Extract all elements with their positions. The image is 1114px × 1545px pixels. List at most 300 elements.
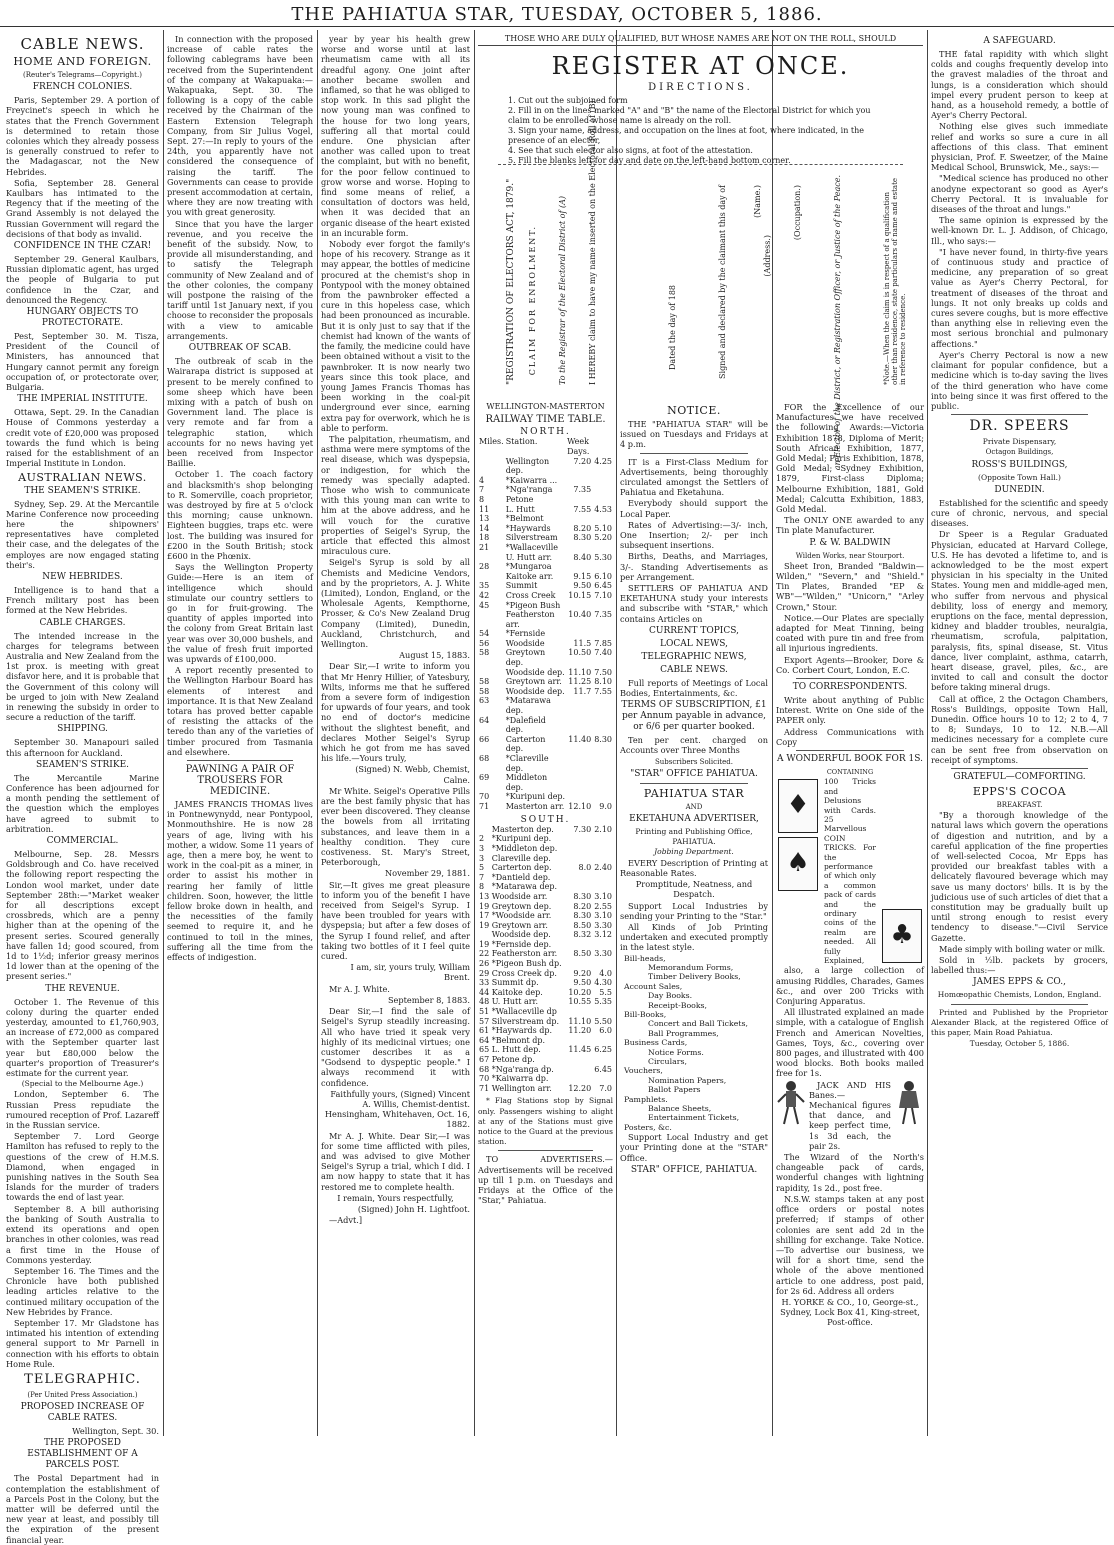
table-cell: 13 [479, 891, 490, 901]
table-cell: 8.30 [594, 734, 612, 744]
job-item: Receipt-Books, [648, 1000, 708, 1010]
subheading: THE PROPOSED ESTABLISHMENT OF A PARCELS POST. [27, 1438, 138, 1471]
table-cell: 9.50 [573, 581, 592, 591]
table-row [478, 457, 613, 476]
table-cell: 70 [479, 792, 490, 802]
table-cell: 48 [479, 997, 490, 1007]
ad-paragraph: "By a thorough knowledge of the natural laws which govern the operations of digestion and nutrition, and by a careful application of the fine properties of well-selected Cocoa, Mr Epps has provided our breakfast tables with a delicately flavoured beverage which may save us many doctors' bills. It is by the judicious use of such articles of diet that a constitution may be gradually built up until strong enough to resist every tendency to disease."—Civil Service Gazette. [931, 810, 1108, 943]
table-cell [566, 1007, 592, 1017]
table-cell: 3 [479, 843, 485, 853]
table-cell [592, 495, 613, 505]
table-cell: 44 [479, 987, 490, 997]
register-banner: THOSE WHO ARE DULY QUALIFIED, BUT WHOSE NAMES ARE NOT ON THE ROLL, SHOULD [478, 34, 923, 46]
job-items-list [620, 954, 768, 1133]
table-cell: *Pigeon Bush [505, 600, 561, 610]
table-row [478, 495, 613, 505]
table-cell: 51 [479, 1007, 490, 1017]
heading-cable-news: CABLE NEWS. [20, 35, 145, 53]
form-occupation: (Occupation.) [793, 185, 802, 241]
table-cell: 71 [479, 801, 490, 811]
table-cell [566, 562, 592, 572]
speers-line: ROSS'S BUILDINGS, [971, 459, 1068, 470]
table-row [478, 639, 613, 649]
job-item: Timber Delivery Books, [648, 972, 741, 982]
table-cell: *Kaiwarra dp. [491, 1074, 549, 1084]
table-cell [592, 1036, 613, 1046]
subheading: CONFIDENCE IN THE CZAR! [13, 241, 152, 252]
table-cell: L. Hutt [505, 504, 535, 514]
news-paragraph: Ottawa, Sept. 29. In the Canadian House of Commons yesterday a credit vote of £20,000 was proposed towards the fund which is being raised for the establishment of an Imperial Institute in London. [6, 407, 159, 469]
form-dated: Dated the day of 188 [668, 285, 677, 370]
table-cell: 8.10 [594, 677, 612, 687]
table-cell: *Dantield dep. [491, 872, 551, 882]
table-row [478, 1036, 613, 1046]
table-cell [478, 825, 491, 835]
table-row [478, 524, 613, 534]
table-cell: Middleton dep. [505, 773, 548, 792]
news-paragraph: The Mercantile Marine Conference has been adjourned for a month pending the settlement of the question which the employes have agreed to submit to arbitration. [6, 772, 159, 834]
signature: Faithfully yours, (Signed) Vincent A. Willis, Chemist-dentist. Hensingham, Whitehaven, Oct. 16, 1882. [324, 1088, 470, 1130]
epps-subtitle: BREAKFAST. [996, 801, 1043, 809]
news-paragraph: September 30. Manapouri sailed this afternoon for Auckland. [6, 737, 159, 758]
table-row [478, 591, 613, 601]
table-row [478, 1074, 613, 1084]
notice-paragraph: IT is a First-Class Medium for Advertisements, being thoroughly circulated amongst the Settlers of Pahiatua and Eketahuna. [620, 456, 768, 498]
table-cell [592, 1074, 613, 1084]
table-cell: 57 [479, 1016, 490, 1026]
news-paragraph: Nobody ever forgot the family's hope of his recovery. Strange as it may appear, the bottles of medicine procured at the chemist's shop in Pontypool with the money obtained from the pawnbroker effected a cure in this hopeless case, which had been pronounced as incurable. But it is only just to say that if the chemist had known of the wants of the family, the medicine could have been obtained without a visit to the pawnbroker. It is now nearly two years since this took place, and young James Francis Thomas has been working in the coal-pit underground ever since, earning extra pay for overwork, which he is able to perform. [321, 239, 470, 433]
table-row [478, 648, 613, 667]
table-cell: 5 [479, 863, 485, 873]
table-cell [566, 1065, 592, 1075]
table-cell: Petone [505, 494, 534, 504]
table-cell: 18 [479, 533, 490, 543]
table-cell: 4 [479, 475, 485, 485]
table-row [478, 773, 613, 792]
speers-title: DR. SPEERS [969, 418, 1070, 435]
column-two [167, 34, 313, 1436]
table-cell: 58 [479, 677, 490, 687]
table-cell: Featherston arr. [505, 610, 555, 629]
table-row [478, 1084, 613, 1094]
table-row [478, 802, 613, 812]
table-cell: 11.25 [568, 677, 592, 687]
table-cell [566, 834, 592, 844]
table-cell: 70 [479, 1074, 490, 1084]
notice-paragraph: Promptitude, Neatness, and Despatch. [635, 879, 753, 900]
divider [498, 1150, 593, 1151]
club-card-wrap [880, 777, 924, 965]
heading-telegraphic: TELEGRAPHIC. [24, 1371, 141, 1387]
table-header [478, 437, 613, 456]
register-directions [478, 96, 923, 166]
table-row [478, 668, 613, 678]
table-cell: L. Hutt dep. [491, 1045, 541, 1055]
ad-paragraph: "I have never found, in thirty-five years of continuous study and practice of medicine, any preparation of so great value as Ayer's Cherry Pectoral, for treatment of diseases of the throat and lungs. It not only breaks up colds and cures severe coughs, but is more effective than anything else in relieving even the most serious bronchial and pulmonary affections." [931, 246, 1108, 349]
dateline: September 8, 1883. [387, 994, 470, 1005]
table-cell: *Mungaroa [505, 562, 552, 572]
book-containing: CONTAINING [826, 768, 874, 777]
table-cell: 5.5 [599, 987, 612, 997]
table-cell: 3.12 [594, 930, 612, 940]
column-six [776, 402, 924, 1436]
table-row [478, 1017, 613, 1027]
news-paragraph: Since that you have the larger revenue, and you receive the benefit of the subsidy. Now, to provide all misunderstanding, and to satisfy the Telegraph community of New Zealand and of the other colonies, the company will postpone the raising of the tariff until 1st January next, if you choose to reconsider the proposals with a view to amicable arrangements. [167, 218, 313, 341]
table-cell: 7.40 [594, 648, 612, 658]
job-item: Vouchers, [624, 1066, 663, 1076]
news-paragraph: October 1. The Revenue of this colony during the quarter ended yesterday, amounted to £1,760,903, an increase of £72,000 as compared with the September quarter last year but £80,000 below the quarter's proportion of Treasurer's estimate for the current year. [6, 996, 159, 1079]
table-row [478, 505, 613, 515]
ad-paragraph: Export Agents—Brooker, Dore & Co. Corbert Court, London, E.C. [776, 654, 924, 675]
table-cell: *Fernside [505, 629, 546, 639]
news-paragraph: The Postal Department had in contemplation the establishment of a Parcels Post in the Colony, but the matter will be deferred until the new year at least, and possibly till the expiration of the present financial year. [6, 1473, 159, 1545]
table-cell: *Belmont [505, 514, 544, 524]
table-cell: 68 [479, 754, 490, 763]
table-cell: 5.35 [594, 997, 612, 1007]
table-row [478, 949, 613, 959]
notice-paragraph: Support Local Industry and get your Printing done at the "STAR" Office. [620, 1132, 768, 1163]
news-paragraph: September 16. The Times and the Chronicle have both published leading articles relative to the continued military occupation of the New Hebrides by France. [6, 1265, 159, 1317]
job-item: Notice Forms. [648, 1047, 704, 1057]
divider [640, 453, 748, 454]
pahiatua-star: PAHIATUA STAR [643, 786, 745, 800]
job-item: Account Sales, [624, 981, 683, 991]
col-header: Week Days. [567, 437, 590, 456]
col-header: Miles. [479, 437, 504, 447]
ad-paragraph: Write about anything of Public Interest. Write on One side of the PAPER only. [776, 695, 924, 726]
table-cell: 11.10 [568, 667, 592, 677]
table-cell: U. Hutt arr. [505, 552, 552, 562]
eketahuna-advertiser: EKETAHUNA ADVERTISER, [629, 814, 759, 825]
table-row [478, 940, 613, 950]
news-paragraph: Paris, September 29. A portion of Freycinet's speech in which he states that the French Government is determined to retain those colonies which they already possess is generally construed to refer to the Madagascar, not the New Hebrides. [6, 95, 159, 177]
ad-paragraph: Dr Speer is a Regular Graduated Physician, educated at Harvard College, U.S. He has devoted a lifetime to, and is acknowledged to be the most expert physician in his specialty in the United States. Young men and middle-aged men, who suffer from nervous and physical debility, loss of energy and memory, eruptions on the face, mental depression, kidney and bladder troubles, neuralgia, rheumatism, scrofula, palpitation, paralysis, fits, spinal disease, St. Vitus dance, liver complaint, asthma, catarrh, heart disease, gravel, piles, &c., are invited to call and consult the doctor before taking mineral drugs. [931, 529, 1108, 693]
table-cell [478, 553, 505, 563]
table-cell [566, 792, 592, 802]
news-paragraph: JAMES FRANCIS THOMAS lives in Pontnewynydd, near Pontypool, Monmouthshire. He is now 28 years of age, living with his mother, a widow. Some 11 years of age, then a mere boy, he went to work in the coal-pit as a miner, in order to assist his mother in rearing her family of little children. Soon, however, the little fellow broke down in health, and the necessities of the family seemed to require it, and he continued to toil in the mines, suffering all the time from the effects of indigestion. [167, 799, 313, 963]
ad-paragraph: Notice.—Our Plates are specially adapted for Meat Tinning, being coated with pure tin and free from all injurious ingredients. [776, 612, 924, 654]
table-cell [566, 543, 592, 553]
baldwin-title: P. & W. BALDWIN [809, 537, 891, 548]
ad-paragraph: Call at office, 2 the Octagon Chambers, Ross's Buildings, opposite Town Hall, Dunedin. Office hours 10 to 12; 2 to 4, 7 to 8; Sundays, 10 to 12. N.B.—All medicines necessary for a complete cure can be sent free from observation on receipt of symptoms. [931, 693, 1108, 765]
table-cell [592, 562, 613, 572]
signature: I remain, Yours respectfully, [337, 1192, 454, 1203]
table-row [478, 873, 613, 883]
table-cell: 7.55 [573, 504, 592, 514]
news-paragraph: Mr A. J. White. Dear Sir,—I was for some time afflicted with piles, and was advised to give Mother Seigel's Syrup a trial, which I did. I am now happy to state that it has restored me to complete health. [321, 1130, 470, 1192]
table-cell: 5.30 [594, 552, 612, 562]
table-cell: 2.40 [594, 863, 612, 873]
news-paragraph: Sydney, Sep. 29. At the Mercantile Marine Conference now proceeding here the shipowners' representatives have completed their case, and the delegates of the employes are now engaged stating their's. [6, 498, 159, 570]
table-cell: 4.53 [594, 504, 612, 514]
table-cell: 7 [479, 872, 485, 882]
table-cell [566, 601, 592, 611]
column-seven [931, 34, 1108, 1436]
masthead: THE PAHIATUA STAR, TUESDAY, OCTOBER 5, 1886. [0, 4, 1114, 27]
table-row [478, 988, 613, 998]
table-cell [592, 476, 613, 486]
speers-line: Private Dispensary, [982, 437, 1057, 447]
table-cell: Masterton dep. [491, 824, 554, 834]
table-cell: *Kuripuni dep. [491, 834, 552, 844]
direction-item: 3. Sign your name, address, and occupation on the lines at foot, where indicated, in the presence of an elector, [508, 126, 864, 145]
table-row [478, 834, 613, 844]
epps-address-2: Homœopathic Chemists, London, England. [937, 990, 1102, 1000]
table-cell: 21 [479, 542, 490, 552]
job-item: Nomination Papers, [648, 1075, 727, 1085]
ad-paragraph: "Medical science has produced no other anodyne expectorant so good as Ayer's Cherry Pectoral. It is invaluable for diseases of the throat and lungs." [931, 173, 1108, 215]
subheading: NEW HEBRIDES. [42, 571, 123, 582]
table-cell: 28 [479, 562, 490, 572]
table-cell: *Kaiwarra ... [505, 475, 558, 485]
table-row [478, 629, 613, 639]
table-cell [592, 601, 613, 611]
table-cell: 11.7 [573, 686, 592, 696]
table-cell: 11.20 [568, 1026, 592, 1036]
table-cell [592, 543, 613, 553]
table-row [478, 716, 613, 735]
advertisers-notice: TO ADVERTISERS.—Advertisements will be received up till 1 p.m. on Tuesdays and Fridays at the Office of the "Star," Pahiatua. [478, 1154, 613, 1206]
table-cell [592, 514, 613, 524]
notice-paragraph: Support Local Industries by sending your Printing to the "Star." [620, 900, 768, 921]
notice-office: "STAR" OFFICE PAHIATUA. [630, 768, 758, 779]
ad-paragraph: Ayer's Cherry Pectoral is now a new claimant for popular confidence, but a medicine which is to-day saving the lives of the third generation who have come into being since it was first offered to the public. [931, 349, 1108, 411]
notice-paragraph: Ten per cent. charged on Accounts over Three Months [620, 735, 768, 756]
jobbing-dept: Jobbing Department. [654, 847, 734, 857]
table-cell: 8.20 [573, 523, 592, 533]
table-row [478, 978, 613, 988]
divider [640, 783, 748, 784]
epps-title: EPPS'S COCOA [972, 785, 1067, 798]
news-paragraph: Says the Wellington Property Guide:—Here is an item of intelligence which should stimulate our country settlers to go in for fruit-growing. The quantity of apples imported into the colony from Great Britain last year was over 30,000 bushels, and the value of fresh fruit imported was upwards of £100,000. [167, 562, 313, 664]
table-cell: 6.45 [594, 581, 612, 591]
notice-paragraph: All Kinds of Job Printing undertaken and executed promptly in the latest style. [620, 921, 768, 953]
table-cell [566, 959, 592, 969]
table-row [478, 476, 613, 486]
table-cell: Petone dp. [491, 1055, 535, 1065]
table-cell [592, 882, 613, 892]
table-cell: *Matarawa dep. [491, 882, 557, 892]
table-cell: 8 [479, 882, 485, 892]
job-item: Concert and Ball Tickets, [648, 1019, 748, 1029]
col-header: Station. [505, 437, 538, 447]
table-row [478, 882, 613, 892]
table-row [478, 687, 613, 697]
jack-block [776, 1080, 924, 1152]
table-cell: 8.50 [573, 949, 592, 959]
table-cell: 22 [479, 949, 490, 959]
table-cell: 29 [479, 968, 490, 978]
divider [951, 414, 1088, 415]
table-cell: 19 [479, 901, 490, 911]
correspondents-title: TO CORRESPONDENTS. [792, 682, 908, 693]
table-cell [566, 754, 592, 773]
table-cell: 69 [479, 773, 490, 783]
notice-paragraph: EVERY Description of Printing at Reasonable Rates. [620, 857, 768, 878]
table-row [478, 610, 613, 629]
form-claim-text: I HEREBY claim to have my name inserted on the Electoral Roll of (B) [588, 100, 597, 385]
table-cell: 54 [479, 629, 490, 639]
news-paragraph: September 29. General Kaulbars, Russian diplomatic agent, has urged the people of Bulgaria to put confidence in the Czar, and denounced the Regency. [6, 254, 159, 305]
divider [796, 750, 904, 751]
table-cell: 13 [479, 514, 490, 524]
subheading: CABLE CHARGES. [39, 617, 126, 628]
table-cell: 64 [479, 1035, 490, 1045]
notice-topic: CABLE NEWS. [660, 664, 728, 675]
dancing-figure-icon [776, 1080, 806, 1126]
job-item: Pamphlets. [624, 1094, 668, 1104]
table-row [478, 485, 613, 495]
table-cell [478, 930, 491, 940]
heading-home-foreign: HOME AND FOREIGN. [13, 55, 152, 68]
table-row [478, 1055, 613, 1065]
news-paragraph: Mr White. Seigel's Operative Pills are the best family physic that has ever been discovered. They cleanse the bowels from all irritating substances, and leave them in a healthy condition. They cure costiveness. St. Mary's Street, Peterborough, [321, 785, 470, 868]
notice-paragraph: Subscribers Solicited. [655, 757, 733, 766]
table-cell: 2.10 [594, 824, 612, 834]
yorke-address: H. YORKE & CO., 10, George-st., Sydney, Lock Box 41, King-street, Post-office. [780, 1296, 920, 1328]
baldwin-subtitle: Wilden Works, near Stourport. [795, 551, 905, 560]
subheading: HUNGARY OBJECTS TO PROTECTORATE. [26, 307, 139, 329]
table-cell: *Woodside arr. [491, 911, 552, 921]
table-cell: 4.25 [594, 456, 612, 466]
table-cell: *Middleton dep. [491, 843, 558, 853]
table-cell: 11.5 [573, 638, 592, 648]
table-cell [566, 854, 592, 864]
table-cell [566, 495, 592, 505]
table-cell: 10.15 [568, 590, 592, 600]
table-cell: 7 [479, 485, 485, 495]
dateline: Wellington, Sept. 30. [72, 1426, 159, 1437]
news-paragraph: In connection with the proposed increase of cable rates the following cablegrams have been received from the Superintendent of the company at Wakapuaka:—Wakapuaka, Sept. 30. The following is a copy of the cable received by the Chairman of the Eastern Extension Telegraph Company, from Sir Julius Vogel, Sept. 27:—In reply to yours of the 24th, you apparently have not considered the consequence of raising the tariff. The Governments can cease to provide present accommodation at certain, where they are now treating with you with great generosity. [167, 34, 313, 218]
table-cell: 5.10 [594, 523, 612, 533]
table-cell [566, 773, 592, 792]
table-cell: 17 [479, 911, 490, 921]
direction-item: 5. Fill the blanks left for day and date on the left-hand bottom corner. [508, 156, 791, 165]
table-cell [592, 696, 613, 715]
table-cell: Masterton arr. [505, 801, 565, 811]
table-row [478, 892, 613, 902]
table-cell: 66 [479, 734, 490, 744]
table-row [478, 1026, 613, 1036]
news-paragraph: The outbreak of scab in the Wairarapa district is supposed at present to be merely confined to some sheep which have been mixing with a patch of bush on Government land. The place is very remote and far from a telegraphic station, which accounts for no news having yet been received from Inspector Baillie. [167, 356, 313, 469]
table-cell: 4.0 [599, 968, 612, 978]
table-cell: U. Hutt arr. [491, 997, 539, 1007]
table-cell [592, 773, 613, 792]
table-cell [592, 754, 613, 773]
table-cell: 45 [479, 600, 490, 610]
subheading: SEAMEN'S STRIKE. [35, 759, 130, 770]
table-cell: 2 [479, 834, 485, 844]
table-cell: Greytown dep. [491, 901, 552, 911]
news-paragraph: Mr A. J. White. [329, 983, 390, 994]
table-cell: 9.15 [573, 571, 592, 581]
table-row [478, 543, 613, 553]
table-cell: *Wallaceville [505, 542, 559, 552]
subheading: THE IMPERIAL INSTITUTE. [17, 394, 148, 405]
table-row [478, 1065, 613, 1075]
form-elector: an Elector of the District, or Registration Officer, or Justice of the Peace. [833, 175, 842, 471]
speers-line: Octagon Buildings, [985, 448, 1054, 457]
table-cell: 26 [479, 959, 490, 969]
table-cell: Woodside dep. [505, 686, 565, 696]
table-cell [566, 514, 592, 524]
table-cell: 71 [479, 1083, 490, 1093]
table-cell: Woodside dep. [505, 667, 565, 677]
table-cell: 12.20 [568, 1083, 592, 1093]
table-cell [592, 629, 613, 639]
table-cell: 10.55 [568, 997, 592, 1007]
table-cell [478, 668, 505, 678]
book-list: 100 Tricks and Delusions with Cards. 25 Marvellous COIN TRICKS. For the performance of which only a common pack of cards and the ordinary coins of the realm are needed. All fully Explained, [824, 777, 876, 966]
subheading: PROPOSED INCREASE OF CABLE RATES. [20, 1402, 145, 1424]
table-cell: Kaitoke dep. [491, 987, 543, 997]
speers-line: DUNEDIN. [994, 484, 1045, 495]
table-cell: 8.40 [573, 552, 592, 562]
signature: I am, sir, yours truly, William Brent. [350, 962, 470, 983]
notice-title: NOTICE. [667, 404, 721, 417]
table-row [478, 562, 613, 572]
subheading: COMMERCIAL. [46, 835, 119, 846]
table-cell: Summit [505, 581, 538, 591]
table-cell: Carterton dep. [491, 863, 552, 873]
grateful-title: GRATEFUL—COMFORTING. [953, 772, 1086, 782]
credit-line: (Special to the Melbourne Age.) [21, 1079, 144, 1089]
timetable-title: WELLINGTON-MASTERTON [486, 402, 605, 411]
table-cell: 7.30 [573, 824, 592, 834]
table-row [478, 533, 613, 543]
direction-item: 2. Fill in on the lines marked "A" and "B" the name of the Electoral District for which you claim to be enrolled-whose name is already on the roll. [508, 106, 871, 125]
table-cell: 8.50 [573, 920, 592, 930]
table-cell: 6.45 [594, 1064, 612, 1074]
playing-cards [776, 777, 820, 965]
table-cell: 67 [479, 1055, 490, 1065]
form-act-title: "REGISTRATION OF ELECTORS ACT, 1879." [506, 178, 516, 385]
job-item: Posters, &c. [624, 1122, 672, 1132]
table-cell: 7.20 [573, 456, 592, 466]
timetable-north: NORTH. [520, 427, 571, 438]
table-cell: 4.30 [594, 978, 612, 988]
form-signed: Signed and declared by the claimant this day of [718, 185, 727, 379]
table-cell: Silverstream [505, 533, 558, 543]
spade-card-icon: ♠ [778, 837, 818, 891]
table-row [478, 921, 613, 931]
advt-mark: —Advt.] [329, 1215, 363, 1226]
table-cell: 9.0 [599, 801, 612, 811]
table-cell: Carterton dep. [505, 734, 546, 754]
table-cell: 8.30 [573, 911, 592, 921]
notice-terms: TERMS OF SUBSCRIPTION, £1 per Annum payable in advance, or 6/6 per quarter booked. [621, 700, 767, 733]
direction-item: 1. Cut out the subjoined form [508, 96, 628, 105]
notice-final: STAR" OFFICE, PAHIATUA. [630, 1164, 758, 1175]
table-row [478, 601, 613, 611]
column-rule [927, 30, 928, 1436]
table-cell: Greytown arr. [491, 920, 548, 930]
table-cell [566, 1074, 592, 1084]
table-row [478, 930, 613, 940]
column-rule [317, 30, 318, 1436]
table-cell: 9.20 [573, 968, 592, 978]
table-row [478, 514, 613, 524]
table-row [478, 572, 613, 582]
table-cell: *Matarawa dep. [505, 696, 551, 716]
table-cell: 10.50 [568, 648, 592, 658]
ad-paragraph: Sold in ½lb. packets by grocers, labelled thus:— [931, 955, 1108, 976]
table-cell [566, 940, 592, 950]
table-cell: Greytown arr. [505, 677, 562, 687]
table-cell [592, 1055, 613, 1065]
diamond-card-icon: ♦ [778, 779, 818, 833]
divider [187, 760, 293, 761]
